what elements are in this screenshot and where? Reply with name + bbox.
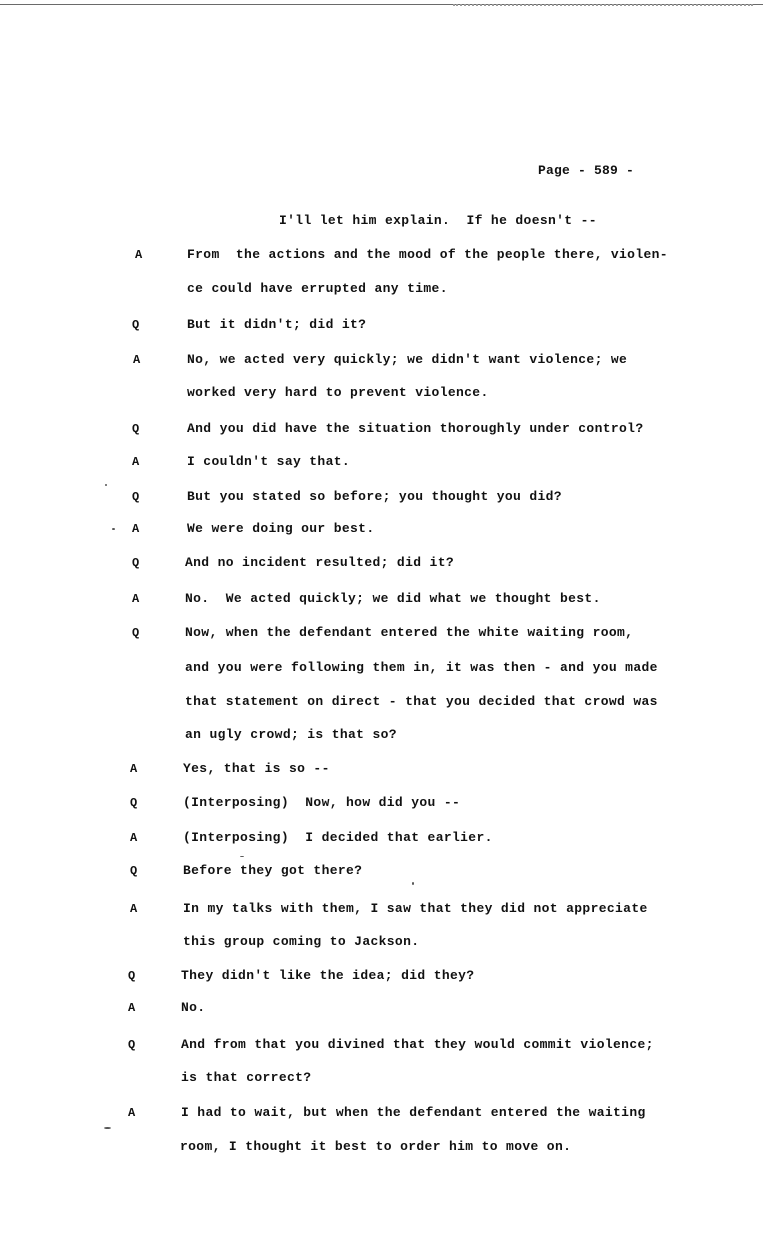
speaker-marker: A — [132, 522, 140, 536]
speaker-marker: Q — [132, 318, 140, 332]
speaker-marker: A — [130, 902, 138, 916]
speaker-marker: A — [135, 248, 143, 262]
speaker-marker: Q — [130, 796, 138, 810]
speaker-marker: Q — [132, 422, 140, 436]
scan-speck — [240, 856, 244, 857]
speaker-marker: A — [128, 1001, 136, 1015]
speaker-marker: A — [132, 455, 140, 469]
transcript-line: and you were following them in, it was then - and you made — [185, 660, 658, 675]
transcript-line: No, we acted very quickly; we didn't want violence; we — [187, 352, 628, 367]
transcript-line: that statement on direct - that you decided that crowd was — [185, 694, 658, 709]
transcript-line: But you stated so before; you thought you did? — [187, 489, 562, 504]
transcript-line: Now, when the defendant entered the white waiting room, — [185, 625, 634, 640]
transcript-line: From the actions and the mood of the people there, violen- — [187, 247, 668, 262]
transcript-line: No. We acted quickly; we did what we thought best. — [185, 591, 601, 606]
transcript-line: this group coming to Jackson. — [183, 934, 420, 949]
scan-speck — [104, 1127, 111, 1129]
scan-top-dots — [453, 0, 753, 6]
speaker-marker: Q — [128, 1038, 136, 1052]
transcript-line: I couldn't say that. — [187, 454, 351, 469]
transcript-line: No. — [181, 1000, 206, 1015]
transcript-line: And you did have the situation thoroughly under control? — [187, 421, 644, 436]
speaker-marker: Q — [132, 490, 140, 504]
transcript-line: an ugly crowd; is that so? — [185, 727, 397, 742]
transcript-line: They didn't like the idea; did they? — [181, 968, 475, 983]
scan-speck — [105, 484, 107, 486]
transcript-line: I had to wait, but when the defendant entered the waiting — [181, 1105, 646, 1120]
transcript-line: Yes, that is so -- — [183, 761, 330, 776]
speaker-marker: Q — [132, 626, 140, 640]
transcript-line: Before they got there? — [183, 863, 363, 878]
speaker-marker: A — [130, 762, 138, 776]
scan-speck — [112, 528, 115, 530]
transcript-line: ce could have errupted any time. — [187, 281, 448, 296]
transcript-line: worked very hard to prevent violence. — [187, 385, 489, 400]
speaker-marker: A — [132, 592, 140, 606]
transcript-line: (Interposing) I decided that earlier. — [183, 830, 493, 845]
transcript-line: room, I thought it best to order him to move on. — [180, 1139, 572, 1154]
speaker-marker: A — [130, 831, 138, 845]
transcript-line: In my talks with them, I saw that they did not appreciate — [183, 901, 648, 916]
page-number: Page - 589 - — [538, 163, 635, 178]
speaker-marker: Q — [128, 969, 136, 983]
speaker-marker: Q — [130, 864, 138, 878]
transcript-line: I'll let him explain. If he doesn't -- — [279, 213, 597, 228]
scan-speck — [412, 882, 414, 885]
transcript-line: is that correct? — [181, 1070, 312, 1085]
transcript-line: We were doing our best. — [187, 521, 375, 536]
speaker-marker: A — [133, 353, 141, 367]
speaker-marker: Q — [132, 556, 140, 570]
transcript-line: And no incident resulted; did it? — [185, 555, 454, 570]
speaker-marker: A — [128, 1106, 136, 1120]
transcript-line: But it didn't; did it? — [187, 317, 367, 332]
transcript-line: (Interposing) Now, how did you -- — [183, 795, 461, 810]
transcript-line: And from that you divined that they would commit violence; — [181, 1037, 654, 1052]
